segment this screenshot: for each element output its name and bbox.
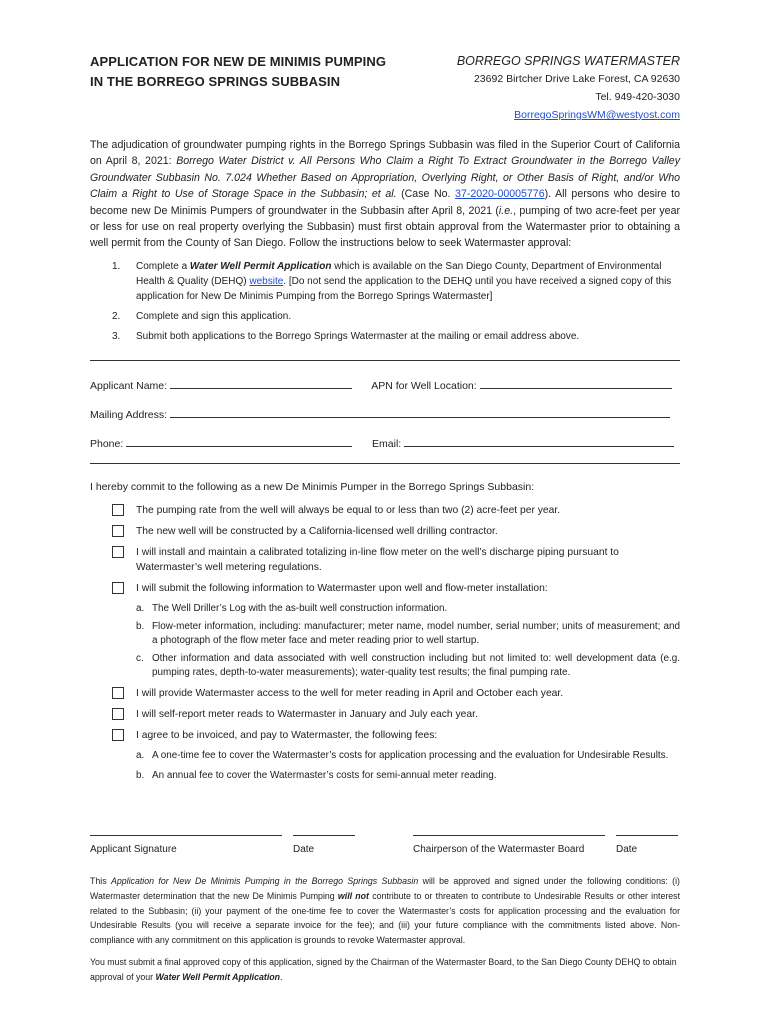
- commitment-text: I will submit the following information to Watermaster upon well and flow-meter installation:: [136, 583, 548, 594]
- conditions-text: will be approved and signed under the following conditions: (i) Watermaster determination that the new De Minimis Pumping: [90, 876, 680, 901]
- ie-text: i.e.: [498, 204, 514, 217]
- sub-item: [112, 602, 680, 617]
- commitment-text: I will self-report meter reads to Watermaster in January and July each year.: [136, 708, 478, 720]
- applicant-name-label: Applicant Name:: [90, 380, 168, 392]
- instruction-step: [90, 329, 680, 344]
- applicant-date-label: Date: [293, 844, 315, 855]
- phone-field[interactable]: [126, 435, 352, 447]
- email-field[interactable]: [404, 435, 674, 447]
- commitment-item: [112, 503, 680, 518]
- approval-conditions: [90, 874, 680, 948]
- permit-application-name: Water Well Permit Application: [189, 261, 332, 272]
- commitment-item: [112, 545, 680, 575]
- intro-text-3: , pumping of two acre-feet per year or less for use on real property overlying the Subbasin) must first obtain approval from the Watermaster prior to obtaining a well permit from the County of San Diego. Follow the instructions below to seek Watermaster approval:: [90, 204, 680, 250]
- checkbox[interactable]: [112, 729, 124, 741]
- conditions-text: This: [90, 876, 111, 886]
- applicant-signature-label: Applicant Signature: [90, 844, 177, 855]
- checkbox[interactable]: [112, 708, 124, 720]
- sub-letter: b.: [136, 770, 145, 781]
- chair-signature-block: [413, 835, 605, 855]
- sub-letter: a.: [136, 603, 145, 614]
- step-number: 3.: [112, 331, 121, 342]
- commitment-item: [112, 524, 680, 539]
- sub-item: [112, 620, 680, 649]
- step-number: 1.: [112, 261, 121, 272]
- field-row-name: [90, 377, 680, 392]
- step-text: Submit both applications to the Borrego Springs Watermaster at the mailing or email address above.: [136, 331, 580, 342]
- commitment-text: I will install and maintain a calibrated totalizing in-line flow meter on the well’s discharge piping pursuant to Watermaster’s well metering regulations.: [136, 547, 619, 573]
- case-number-link[interactable]: 37-2020-00005776: [455, 188, 545, 201]
- title-line-2: IN THE BORREGO SPRINGS SUBBASIN: [90, 74, 341, 89]
- sub-text: A one-time fee to cover the Watermaster’s costs for application processing and the evaluation for Undesirable Results.: [152, 749, 669, 761]
- submission-text: You must submit a final approved copy of this application, signed by the Chairman of the Watermaster Board, to the San Diego County DEHQ to obtain approval of your: [90, 957, 677, 982]
- sub-text: The Well Driller’s Log with the as-built well construction information.: [152, 603, 448, 614]
- instruction-list: [90, 259, 680, 349]
- email-label: Email:: [372, 438, 402, 450]
- commitment-text: The pumping rate from the well will always be equal to or less than two (2) acre-feet per year.: [136, 505, 561, 516]
- chair-date-line[interactable]: [616, 835, 678, 836]
- will-not-emphasis: will not: [337, 890, 369, 901]
- apn-field[interactable]: [480, 377, 672, 389]
- field-row-phone: [90, 435, 680, 450]
- submission-text: .: [280, 971, 283, 982]
- sub-text: An annual fee to cover the Watermaster’s costs for semi-annual meter reading.: [152, 770, 497, 781]
- step-text: Complete a: [136, 261, 190, 272]
- commitment-text: The new well will be constructed by a California-licensed well drilling contractor.: [136, 526, 498, 537]
- sub-item: [112, 769, 680, 784]
- checkbox[interactable]: [112, 525, 124, 537]
- commitment-intro: I hereby commit to the following as a new De Minimis Pumper in the Borrego Springs Subbasin:: [90, 481, 535, 493]
- step-text: Complete and sign this application.: [136, 311, 292, 322]
- step-text: . [Do not send the application to the DEHQ until you have received a signed copy of this application for New De Minimis Pumping from the Borrego Springs Watermaster]: [136, 276, 672, 302]
- applicant-name-field[interactable]: [170, 377, 352, 389]
- chair-signature-line[interactable]: [413, 835, 605, 836]
- intro-paragraph: [90, 137, 680, 252]
- commitment-item: [112, 728, 680, 743]
- commitment-item: [112, 707, 680, 722]
- chair-date-block: [616, 835, 678, 855]
- commitment-text: I will provide Watermaster access to the well for meter reading in April and October each year.: [136, 687, 564, 699]
- intro-text-1: The adjudication of groundwater pumping rights in the Borrego Springs Subbasin was filed in the Superior Court of California on April 8, 2021:: [90, 139, 680, 168]
- submission-note: [90, 955, 680, 985]
- checkbox[interactable]: [112, 582, 124, 594]
- org-name: BORREGO SPRINGS WATERMASTER: [456, 54, 680, 68]
- commitment-text: I agree to be invoiced, and pay to Watermaster, the following fees:: [136, 729, 438, 741]
- applicant-date-block: [293, 835, 355, 855]
- dehq-website-link[interactable]: website: [249, 276, 284, 287]
- intro-text-2: ). All persons who desire to become new De Minimis Pumpers of groundwater in the Subbasin after April 8, 2021 (: [90, 188, 681, 217]
- sub-item: [112, 749, 680, 764]
- sub-letter: b.: [136, 620, 145, 632]
- mailing-address-label: Mailing Address:: [90, 409, 168, 421]
- applicant-date-line[interactable]: [293, 835, 355, 836]
- step-text: which is available on the San Diego County, Department of Environmental Health & Quality (DEHQ): [136, 261, 662, 287]
- org-email-link[interactable]: BorregoSpringsWM@westyost.com: [514, 109, 680, 121]
- checkbox[interactable]: [112, 687, 124, 699]
- instruction-step: [90, 309, 680, 324]
- sub-item: [112, 652, 680, 681]
- apn-label: APN for Well Location:: [371, 380, 477, 392]
- divider: [90, 360, 680, 361]
- divider: [90, 463, 680, 464]
- chair-signature-label: Chairperson of the Watermaster Board: [413, 844, 585, 855]
- permit-application-name: Water Well Permit Application: [155, 971, 281, 982]
- checkbox[interactable]: [112, 546, 124, 558]
- mailing-address-field[interactable]: [170, 406, 670, 418]
- sub-text: Other information and data associated with well construction including but not limited to: well development data (e.g. pumping rates, depth-to-water measurements); water-quality test results; the final pumping rate.: [152, 652, 680, 678]
- instruction-step: [90, 259, 680, 304]
- field-row-mailing: [90, 406, 680, 421]
- commitment-list: [112, 503, 680, 784]
- document-title: [90, 52, 386, 92]
- applicant-signature-line[interactable]: [90, 835, 282, 836]
- sub-text: Flow-meter information, including: manufacturer; meter name, model number, serial number; units of measurement; and a photograph of the flow meter face and meter reading prior to well startup.: [152, 620, 680, 646]
- org-address: 23692 Birtcher Drive Lake Forest, CA 92630: [473, 73, 680, 85]
- commitment-item: [112, 686, 680, 701]
- conditions-text: contribute to or threaten to contribute to Undesirable Results or other interest related to the Subbasin; (ii) your payment of the one-time fee to cover the Watermaster’s costs for application processing and the evaluation for Undesirable Results (you will receive a separate invoice for the fee); and (iii) your future compliance with the commitments listed above. Non-compliance with any commitment on this application is grounds to revoke Watermaster approval.: [90, 890, 681, 946]
- commitment-item: [112, 581, 680, 596]
- sub-letter: a.: [136, 749, 145, 761]
- phone-label: Phone:: [90, 438, 124, 450]
- applicant-signature-block: [90, 835, 282, 855]
- chair-date-label: Date: [616, 844, 638, 855]
- application-name-italic: Application for New De Minimis Pumping in the Borrego Springs Subbasin: [111, 876, 419, 886]
- case-title: Borrego Water District v. All Persons Who Claim a Right To Extract Groundwater in the Borrego Valley Groundwater Subbasin No. 7.024 Whether Based on Appropriation, Overlying Right, or Other Basis of Right, and/or Who Claim a Right to Use of Storage Space in the Subbasin; et al.: [90, 155, 680, 201]
- org-phone: Tel. 949-420-3030: [595, 91, 680, 103]
- title-line-1: APPLICATION FOR NEW DE MINIMIS PUMPING: [90, 54, 387, 69]
- sub-letter: c.: [136, 652, 144, 664]
- watermaster-contact: [457, 52, 680, 124]
- case-prefix: (Case No.: [396, 188, 456, 201]
- checkbox[interactable]: [112, 504, 124, 516]
- step-number: 2.: [112, 311, 121, 322]
